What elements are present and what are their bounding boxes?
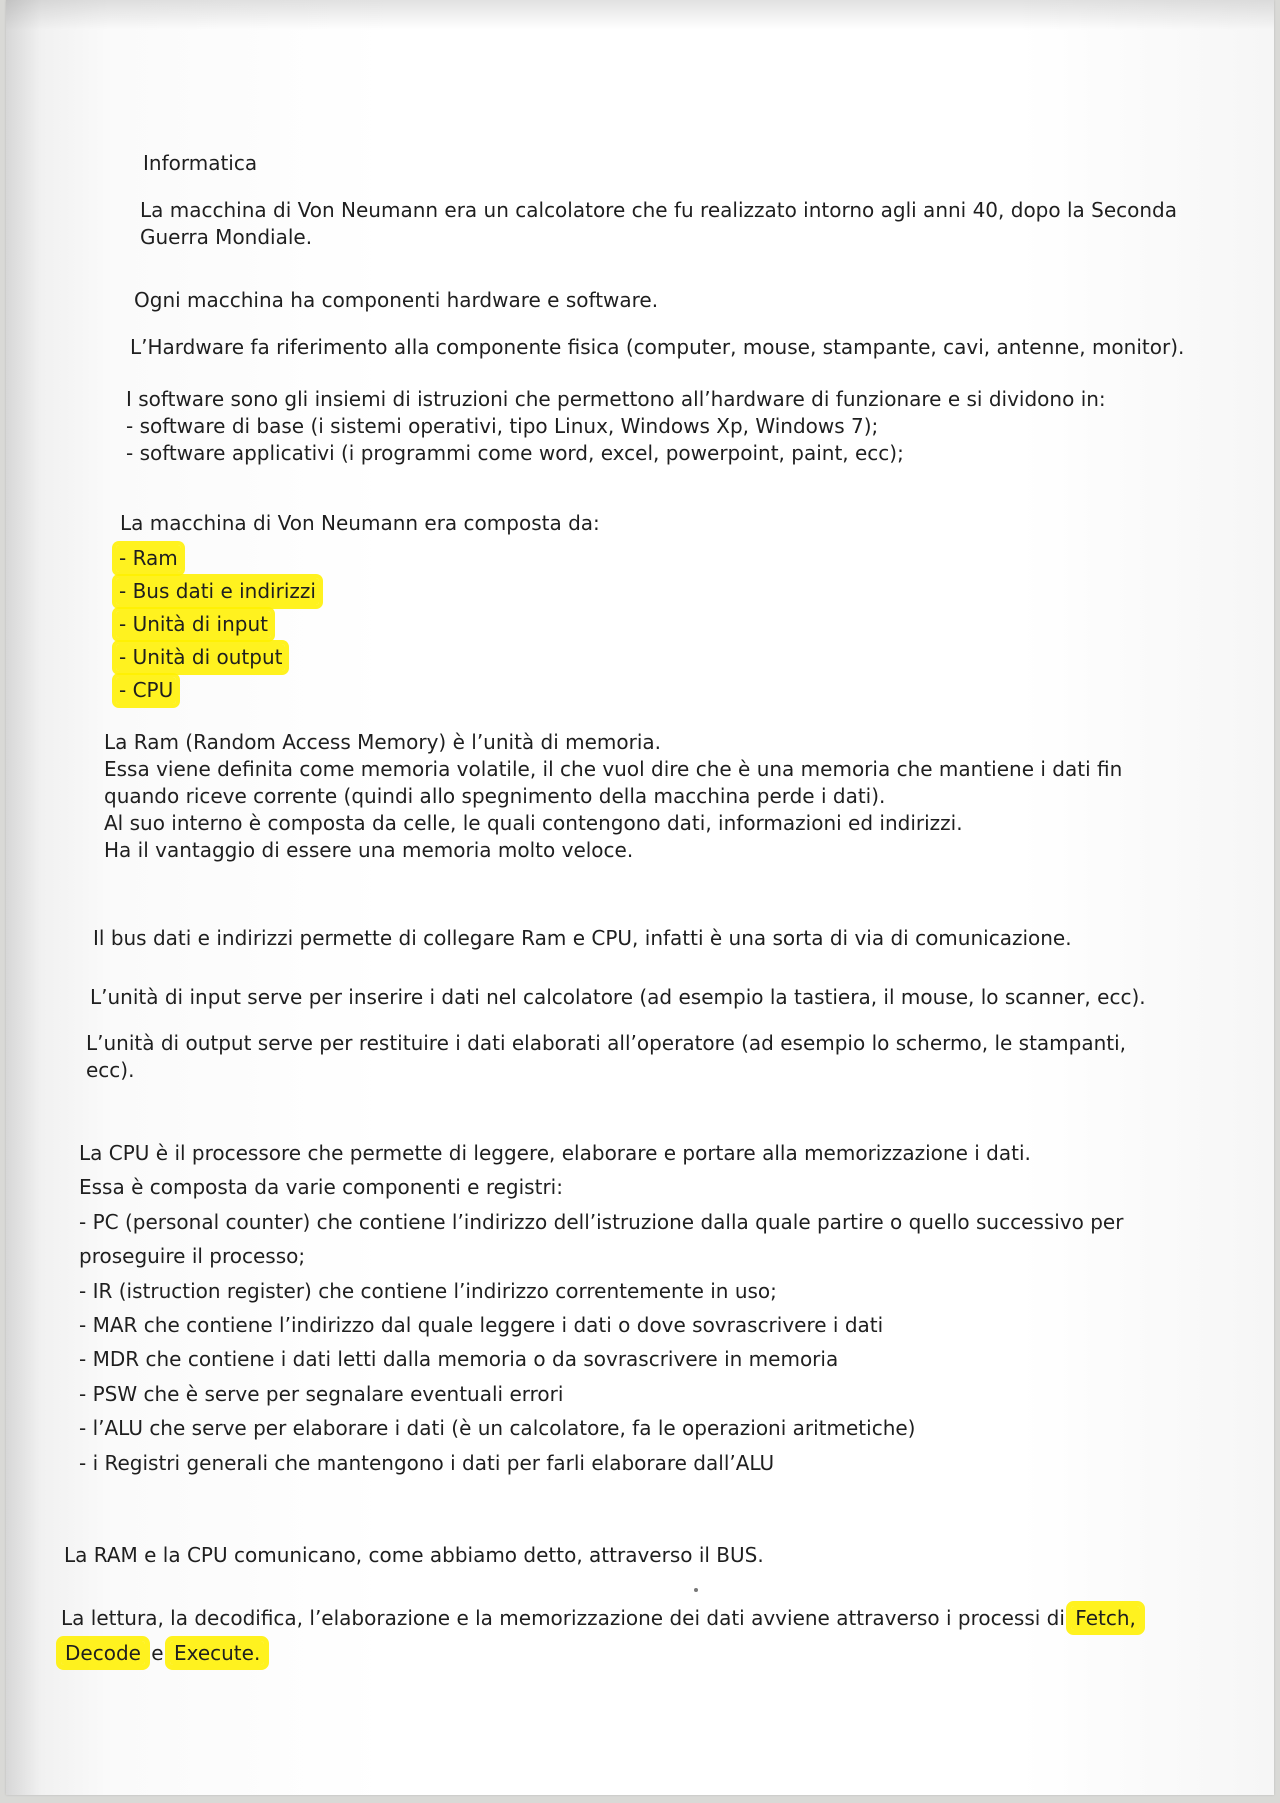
final-line-2-middle: e <box>151 1641 164 1665</box>
cpu-line-1: La CPU è il processore che permette di leggere, elaborare e portare alla memorizzazione i dati. <box>79 1141 1031 1165</box>
final-line-2 <box>61 1636 1061 1671</box>
software-line-3: - software applicativi (i programmi come word, excel, powerpoint, paint, ecc); <box>126 441 904 465</box>
output-line-2: ecc). <box>86 1058 135 1082</box>
document-content <box>6 0 1274 1795</box>
list-item <box>116 644 319 677</box>
cpu-line-2: Essa è composta da varie componenti e registri: <box>79 1175 563 1200</box>
intro-line-2: Guerra Mondiale. <box>140 225 313 249</box>
intro-paragraph <box>140 197 1177 251</box>
cpu-line-4: proseguire il processo; <box>79 1244 306 1269</box>
cpu-line-10: - i Registri generali che mantengono i dati per farli elaborare dall’ALU <box>79 1450 775 1475</box>
cpu-line-3: - PC (personal counter) che contiene l’indirizzo dell’istruzione dalla quale partire o quello successivo per <box>79 1209 1124 1234</box>
cpu-paragraph <box>79 1136 1124 1480</box>
final-line-1-text: La lettura, la decodifica, l’elaborazione e la memorizzazione dei dati avviene attraverso i processi di <box>61 1606 1065 1630</box>
highlighted-output-item: - Unità di output <box>116 644 285 671</box>
final-line-1 <box>61 1601 1136 1636</box>
highlighted-bus-item: - Bus dati e indirizzi <box>116 578 319 605</box>
output-paragraph <box>86 1030 1127 1084</box>
cpu-line-8: - PSW che è serve per segnalare eventuali errori <box>79 1381 564 1406</box>
final-paragraph <box>61 1601 1136 1671</box>
ram-line-4: Al suo interno è composta da celle, le quali contengono dati, informazioni ed indirizzi. <box>104 811 963 835</box>
list-item <box>116 611 319 644</box>
ram-line-5: Ha il vantaggio di essere una memoria molto veloce. <box>104 838 634 862</box>
ram-line-1: La Ram (Random Access Memory) è l’unità di memoria. <box>104 730 662 754</box>
software-line-1: I software sono gli insiemi di istruzioni che permettono all’hardware di funzionare e si dividono in: <box>126 387 1106 411</box>
cpu-line-5: - IR (istruction register) che contiene l’indirizzo correntemente in uso; <box>79 1278 777 1303</box>
input-paragraph: L’unità di input serve per inserire i dati nel calcolatore (ad esempio la tastiera, il mouse, lo scanner, ecc). <box>90 985 1146 1009</box>
cpu-line-9: - l’ALU che serve per elaborare i dati (è un calcolatore, fa le operazioni aritmetiche) <box>79 1416 916 1441</box>
cpu-line-7: - MDR che contiene i dati letti dalla memoria o da sovrascrivere in memoria <box>79 1347 839 1372</box>
bus-paragraph: Il bus dati e indirizzi permette di collegare Ram e CPU, infatti è una sorta di via di comunicazione. <box>93 926 1072 950</box>
document-title: Informatica <box>143 151 258 175</box>
list-item <box>116 578 319 611</box>
fetch-highlight: Fetch, <box>1071 1606 1140 1630</box>
hardware-paragraph: L’Hardware fa riferimento alla componente fisica (computer, mouse, stampante, cavi, antenne, monitor). <box>130 335 1185 359</box>
components-paragraph: Ogni macchina ha componenti hardware e software. <box>134 288 659 312</box>
ram-paragraph <box>104 729 1123 864</box>
software-line-2: - software di base (i sistemi operativi, tipo Linux, Windows Xp, Windows 7); <box>126 414 879 438</box>
output-line-1: L’unità di output serve per restituire i dati elaborati all’operatore (ad esempio lo schermo, le stampanti, <box>86 1031 1127 1055</box>
ram-line-3: quando riceve corrente (quindi allo spegnimento della macchina perde i dati). <box>104 784 886 808</box>
execute-highlight: Execute. <box>170 1641 264 1665</box>
highlighted-cpu-item: - CPU <box>116 677 176 704</box>
intro-line-1: La macchina di Von Neumann era un calcolatore che fu realizzato intorno agli anni 40, dopo la Seconda <box>140 198 1177 222</box>
highlighted-input-item: - Unità di input <box>116 611 271 638</box>
list-item <box>116 545 319 578</box>
software-paragraph <box>126 386 1126 467</box>
composition-heading: La macchina di Von Neumann era composta da: <box>120 511 600 535</box>
list-item <box>116 677 319 710</box>
ram-line-2: Essa viene definita come memoria volatile, il che vuol dire che è una memoria che mantiene i dati fin <box>104 757 1123 781</box>
cpu-line-6: - MAR che contiene l’indirizzo dal quale leggere i dati o dove sovrascrivere i dati <box>79 1312 884 1337</box>
highlighted-ram-item: - Ram <box>116 545 181 572</box>
decode-highlight: Decode <box>61 1641 145 1665</box>
document-page <box>6 0 1274 1795</box>
paper-dot-mark <box>694 1588 698 1592</box>
composition-list <box>116 545 319 710</box>
communication-paragraph: La RAM e la CPU comunicano, come abbiamo detto, attraverso il BUS. <box>64 1543 764 1567</box>
